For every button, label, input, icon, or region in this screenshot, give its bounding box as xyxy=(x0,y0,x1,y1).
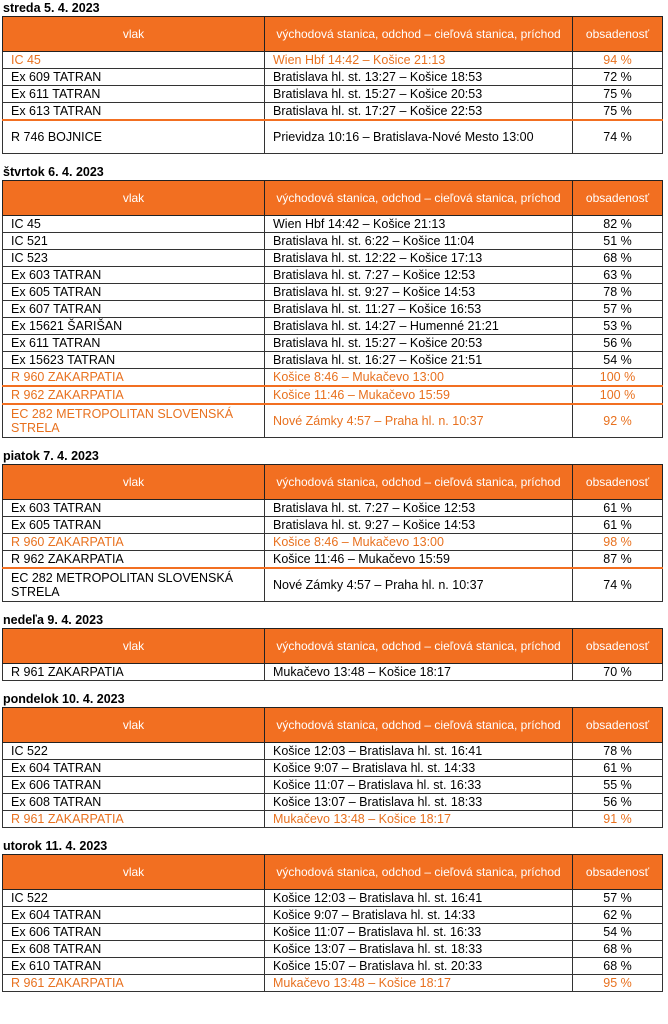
occupancy-cell: 51 % xyxy=(573,233,663,250)
column-header-route: východová stanica, odchod – cieľová stanica, príchod xyxy=(265,17,573,52)
train-cell: Ex 606 TATRAN xyxy=(3,777,265,794)
table-row xyxy=(3,233,663,250)
occupancy-cell: 92 % xyxy=(573,404,663,438)
occupancy-cell: 78 % xyxy=(573,284,663,301)
occupancy-cell: 72 % xyxy=(573,69,663,86)
column-header-occupancy: obsadenosť xyxy=(573,17,663,52)
day-section xyxy=(2,612,662,681)
occupancy-cell: 78 % xyxy=(573,743,663,760)
table-row xyxy=(3,318,663,335)
route-cell: Wien Hbf 14:42 – Košice 21:13 xyxy=(265,52,573,69)
table-row xyxy=(3,924,663,941)
column-header-route: východová stanica, odchod – cieľová stanica, príchod xyxy=(265,465,573,500)
occupancy-cell: 63 % xyxy=(573,267,663,284)
route-cell: Bratislava hl. st. 7:27 – Košice 12:53 xyxy=(265,500,573,517)
train-cell: Ex 608 TATRAN xyxy=(3,941,265,958)
train-cell: Ex 606 TATRAN xyxy=(3,924,265,941)
occupancy-cell: 94 % xyxy=(573,52,663,69)
day-title: utorok 11. 4. 2023 xyxy=(3,839,108,853)
route-cell: Bratislava hl. st. 12:22 – Košice 17:13 xyxy=(265,250,573,267)
occupancy-cell: 62 % xyxy=(573,907,663,924)
table-row xyxy=(3,890,663,907)
table-row xyxy=(3,86,663,103)
table-row xyxy=(3,811,663,828)
occupancy-cell: 68 % xyxy=(573,958,663,975)
route-cell: Košice 13:07 – Bratislava hl. st. 18:33 xyxy=(265,794,573,811)
route-cell: Nové Zámky 4:57 – Praha hl. n. 10:37 xyxy=(265,568,573,602)
route-cell: Bratislava hl. st. 11:27 – Košice 16:53 xyxy=(265,301,573,318)
train-cell: Ex 613 TATRAN xyxy=(3,103,265,121)
day-title: piatok 7. 4. 2023 xyxy=(3,449,99,463)
table-row xyxy=(3,534,663,551)
occupancy-cell: 56 % xyxy=(573,335,663,352)
day-section xyxy=(2,164,662,438)
route-cell: Košice 11:46 – Mukačevo 15:59 xyxy=(265,551,573,569)
column-header-occupancy: obsadenosť xyxy=(573,629,663,664)
train-cell: Ex 611 TATRAN xyxy=(3,86,265,103)
table-row xyxy=(3,216,663,233)
column-header-route: východová stanica, odchod – cieľová stanica, príchod xyxy=(265,181,573,216)
route-cell: Bratislava hl. st. 9:27 – Košice 14:53 xyxy=(265,284,573,301)
occupancy-cell: 56 % xyxy=(573,794,663,811)
table-row xyxy=(3,941,663,958)
table-row xyxy=(3,975,663,992)
table-header-row xyxy=(3,465,663,500)
schedule-table xyxy=(2,707,663,828)
table-row xyxy=(3,267,663,284)
route-cell: Bratislava hl. st. 15:27 – Košice 20:53 xyxy=(265,86,573,103)
route-cell: Bratislava hl. st. 9:27 – Košice 14:53 xyxy=(265,517,573,534)
column-header-route: východová stanica, odchod – cieľová stanica, príchod xyxy=(265,629,573,664)
train-cell: Ex 611 TATRAN xyxy=(3,335,265,352)
train-cell: Ex 603 TATRAN xyxy=(3,267,265,284)
train-cell: R 960 ZAKARPATIA xyxy=(3,534,265,551)
train-cell: Ex 605 TATRAN xyxy=(3,284,265,301)
occupancy-cell: 57 % xyxy=(573,890,663,907)
occupancy-cell: 87 % xyxy=(573,551,663,569)
table-row xyxy=(3,743,663,760)
occupancy-cell: 57 % xyxy=(573,301,663,318)
column-header-occupancy: obsadenosť xyxy=(573,181,663,216)
table-row xyxy=(3,777,663,794)
table-row xyxy=(3,500,663,517)
route-cell: Bratislava hl. st. 16:27 – Košice 21:51 xyxy=(265,352,573,369)
column-header-train: vlak xyxy=(3,708,265,743)
table-row xyxy=(3,284,663,301)
column-header-occupancy: obsadenosť xyxy=(573,708,663,743)
occupancy-cell: 68 % xyxy=(573,250,663,267)
route-cell: Bratislava hl. st. 13:27 – Košice 18:53 xyxy=(265,69,573,86)
route-cell: Prievidza 10:16 – Bratislava-Nové Mesto 13:00 xyxy=(265,120,573,154)
route-cell: Košice 12:03 – Bratislava hl. st. 16:41 xyxy=(265,890,573,907)
table-header-row xyxy=(3,855,663,890)
train-cell: IC 522 xyxy=(3,890,265,907)
route-cell: Mukačevo 13:48 – Košice 18:17 xyxy=(265,975,573,992)
train-cell: IC 522 xyxy=(3,743,265,760)
schedule-table xyxy=(2,464,663,602)
occupancy-cell: 74 % xyxy=(573,120,663,154)
column-header-train: vlak xyxy=(3,17,265,52)
occupancy-cell: 74 % xyxy=(573,568,663,602)
table-row xyxy=(3,760,663,777)
train-cell: IC 45 xyxy=(3,216,265,233)
schedule-table xyxy=(2,628,663,681)
occupancy-cell: 68 % xyxy=(573,941,663,958)
table-header-row xyxy=(3,708,663,743)
table-row xyxy=(3,69,663,86)
occupancy-cell: 61 % xyxy=(573,517,663,534)
train-cell: EC 282 METROPOLITAN SLOVENSKÁ STRELA xyxy=(3,404,265,438)
train-cell: R 962 ZAKARPATIA xyxy=(3,551,265,569)
table-header-row xyxy=(3,17,663,52)
column-header-train: vlak xyxy=(3,629,265,664)
table-row xyxy=(3,907,663,924)
train-cell: Ex 609 TATRAN xyxy=(3,69,265,86)
train-cell: Ex 604 TATRAN xyxy=(3,907,265,924)
day-title: streda 5. 4. 2023 xyxy=(3,1,100,15)
day-section xyxy=(2,448,662,602)
occupancy-cell: 61 % xyxy=(573,500,663,517)
occupancy-cell: 53 % xyxy=(573,318,663,335)
occupancy-cell: 100 % xyxy=(573,386,663,404)
train-cell: IC 521 xyxy=(3,233,265,250)
table-row xyxy=(3,958,663,975)
table-row xyxy=(3,52,663,69)
column-header-train: vlak xyxy=(3,465,265,500)
table-header-row xyxy=(3,181,663,216)
occupancy-document xyxy=(2,0,662,1002)
route-cell: Košice 9:07 – Bratislava hl. st. 14:33 xyxy=(265,760,573,777)
day-section xyxy=(2,0,662,154)
day-title: štvrtok 6. 4. 2023 xyxy=(3,165,104,179)
column-header-train: vlak xyxy=(3,181,265,216)
route-cell: Košice 8:46 – Mukačevo 13:00 xyxy=(265,369,573,387)
train-cell: Ex 610 TATRAN xyxy=(3,958,265,975)
train-cell: R 962 ZAKARPATIA xyxy=(3,386,265,404)
train-cell: Ex 15623 TATRAN xyxy=(3,352,265,369)
column-header-train: vlak xyxy=(3,855,265,890)
table-row xyxy=(3,404,663,438)
route-cell: Nové Zámky 4:57 – Praha hl. n. 10:37 xyxy=(265,404,573,438)
occupancy-cell: 55 % xyxy=(573,777,663,794)
route-cell: Mukačevo 13:48 – Košice 18:17 xyxy=(265,811,573,828)
table-row xyxy=(3,664,663,681)
column-header-occupancy: obsadenosť xyxy=(573,465,663,500)
route-cell: Košice 12:03 – Bratislava hl. st. 16:41 xyxy=(265,743,573,760)
table-row xyxy=(3,369,663,387)
train-cell: Ex 608 TATRAN xyxy=(3,794,265,811)
occupancy-cell: 75 % xyxy=(573,86,663,103)
table-row xyxy=(3,301,663,318)
route-cell: Košice 11:46 – Mukačevo 15:59 xyxy=(265,386,573,404)
occupancy-cell: 54 % xyxy=(573,924,663,941)
column-header-occupancy: obsadenosť xyxy=(573,855,663,890)
day-title: pondelok 10. 4. 2023 xyxy=(3,692,125,706)
table-row xyxy=(3,335,663,352)
table-header-row xyxy=(3,629,663,664)
train-cell: R 961 ZAKARPATIA xyxy=(3,811,265,828)
train-cell: R 960 ZAKARPATIA xyxy=(3,369,265,387)
train-cell: Ex 15621 ŠARIŠAN xyxy=(3,318,265,335)
schedule-table xyxy=(2,854,663,992)
route-cell: Bratislava hl. st. 15:27 – Košice 20:53 xyxy=(265,335,573,352)
occupancy-cell: 54 % xyxy=(573,352,663,369)
table-row xyxy=(3,517,663,534)
train-cell: IC 523 xyxy=(3,250,265,267)
route-cell: Wien Hbf 14:42 – Košice 21:13 xyxy=(265,216,573,233)
train-cell: Ex 607 TATRAN xyxy=(3,301,265,318)
route-cell: Košice 15:07 – Bratislava hl. st. 20:33 xyxy=(265,958,573,975)
train-cell: R 746 BOJNICE xyxy=(3,120,265,154)
route-cell: Košice 8:46 – Mukačevo 13:00 xyxy=(265,534,573,551)
occupancy-cell: 82 % xyxy=(573,216,663,233)
occupancy-cell: 75 % xyxy=(573,103,663,121)
train-cell: Ex 605 TATRAN xyxy=(3,517,265,534)
occupancy-cell: 95 % xyxy=(573,975,663,992)
occupancy-cell: 91 % xyxy=(573,811,663,828)
schedule-table xyxy=(2,180,663,438)
day-section xyxy=(2,691,662,828)
column-header-route: východová stanica, odchod – cieľová stanica, príchod xyxy=(265,855,573,890)
route-cell: Bratislava hl. st. 17:27 – Košice 22:53 xyxy=(265,103,573,121)
route-cell: Bratislava hl. st. 6:22 – Košice 11:04 xyxy=(265,233,573,250)
route-cell: Bratislava hl. st. 7:27 – Košice 12:53 xyxy=(265,267,573,284)
train-cell: R 961 ZAKARPATIA xyxy=(3,664,265,681)
table-row xyxy=(3,794,663,811)
occupancy-cell: 98 % xyxy=(573,534,663,551)
route-cell: Košice 13:07 – Bratislava hl. st. 18:33 xyxy=(265,941,573,958)
table-row xyxy=(3,250,663,267)
route-cell: Košice 11:07 – Bratislava hl. st. 16:33 xyxy=(265,924,573,941)
route-cell: Mukačevo 13:48 – Košice 18:17 xyxy=(265,664,573,681)
table-row xyxy=(3,386,663,404)
table-row xyxy=(3,120,663,154)
day-section xyxy=(2,838,662,992)
train-cell: R 961 ZAKARPATIA xyxy=(3,975,265,992)
occupancy-cell: 61 % xyxy=(573,760,663,777)
table-row xyxy=(3,352,663,369)
train-cell: Ex 604 TATRAN xyxy=(3,760,265,777)
column-header-route: východová stanica, odchod – cieľová stanica, príchod xyxy=(265,708,573,743)
occupancy-cell: 70 % xyxy=(573,664,663,681)
table-row xyxy=(3,568,663,602)
route-cell: Bratislava hl. st. 14:27 – Humenné 21:21 xyxy=(265,318,573,335)
schedule-table xyxy=(2,16,663,154)
day-title: nedeľa 9. 4. 2023 xyxy=(3,613,104,627)
route-cell: Košice 9:07 – Bratislava hl. st. 14:33 xyxy=(265,907,573,924)
occupancy-cell: 100 % xyxy=(573,369,663,387)
train-cell: Ex 603 TATRAN xyxy=(3,500,265,517)
route-cell: Košice 11:07 – Bratislava hl. st. 16:33 xyxy=(265,777,573,794)
train-cell: EC 282 METROPOLITAN SLOVENSKÁ STRELA xyxy=(3,568,265,602)
table-row xyxy=(3,551,663,569)
table-row xyxy=(3,103,663,121)
train-cell: IC 45 xyxy=(3,52,265,69)
